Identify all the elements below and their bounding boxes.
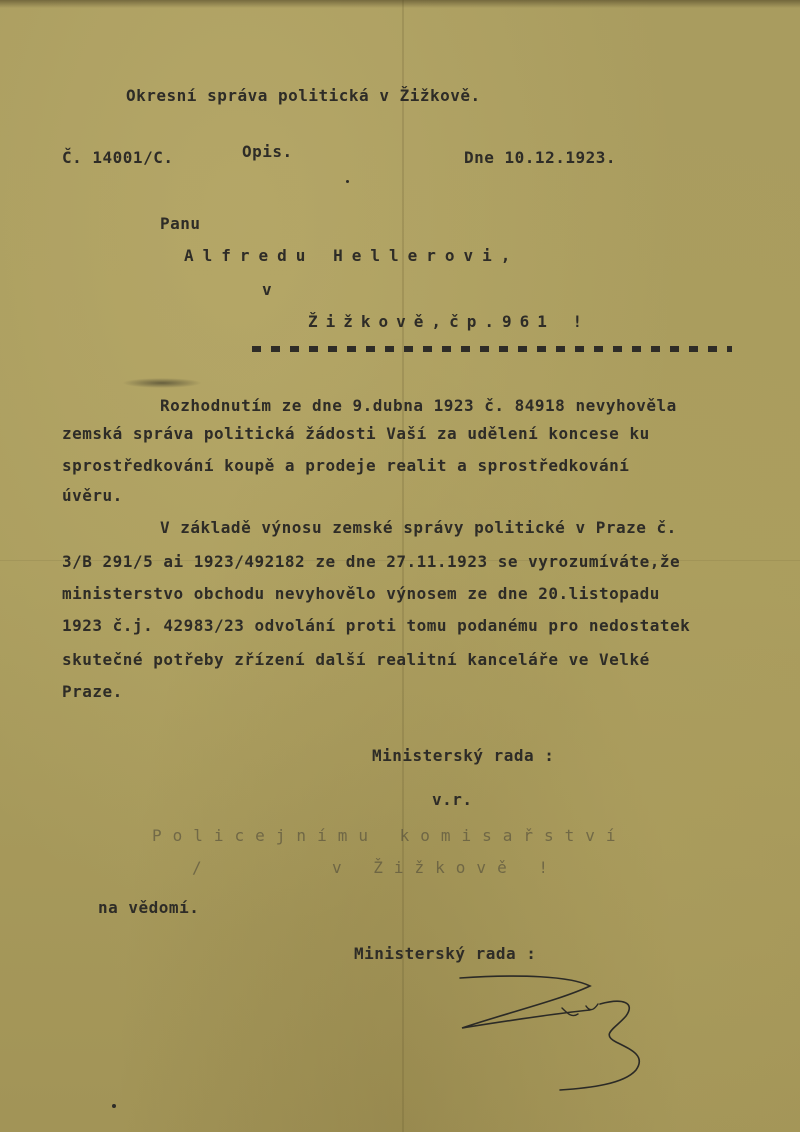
recipient-in: v (262, 280, 273, 299)
paragraph-1-line: úvěru. (62, 486, 123, 505)
office-header: Okresní správa politická v Žižkově. (126, 86, 481, 105)
ink-smudge (122, 378, 202, 388)
page-top-edge (0, 0, 800, 8)
paragraph-2-line: ministerstvo obchodu nevyhovělo výnosem ze dne 20.listopadu (62, 584, 660, 603)
salutation: Panu (160, 214, 201, 233)
handwritten-signature (440, 970, 670, 1100)
signed-vr: v.r. (432, 790, 473, 809)
paragraph-2-line: 1923 č.j. 42983/23 odvolání proti tomu podanému pro nedostatek (62, 616, 691, 635)
paragraph-1-line: sprostředkování koupě a prodeje realit a sprostředkování (62, 456, 630, 475)
paragraph-1-line: zemská správa politická žádosti Vaší za udělení koncese ku (62, 424, 650, 443)
signatory-title-1: Ministerský rada : (372, 746, 555, 765)
paragraph-2-line: 3/B 291/5 ai 1923/492182 ze dne 27.11.1923 se vyrozumíváte,že (62, 552, 681, 571)
recipient-name: Alfredu Hellerovi, (184, 246, 520, 265)
paragraph-2-line: Praze. (62, 682, 123, 701)
recipient-address: Žižkově,čp.961 ! (308, 312, 591, 331)
document-date: Dne 10.12.1923. (464, 148, 616, 167)
cc-recipient-line-2: v Žižkově ! (332, 858, 559, 877)
for-information-note: na vědomí. (98, 898, 200, 917)
signatory-title-2: Ministerský rada : (354, 944, 537, 963)
paragraph-1-line: Rozhodnutím ze dne 9.dubna 1923 č. 84918 nevyhověla (160, 396, 677, 415)
separator-dashes (252, 346, 732, 352)
ink-dot (346, 180, 349, 183)
paragraph-2-line: skutečné potřeby zřízení další realitní kanceláře ve Velké (62, 650, 650, 669)
cc-recipient-line-1: Policejnímu komisařství (152, 826, 627, 845)
ink-dot (112, 1104, 116, 1108)
copy-label: Opis. (242, 142, 293, 161)
paragraph-2-line: V základě výnosu zemské správy politické v Praze č. (160, 518, 677, 537)
cc-mark: / (192, 858, 203, 877)
reference-number: Č. 14001/C. (62, 148, 174, 167)
